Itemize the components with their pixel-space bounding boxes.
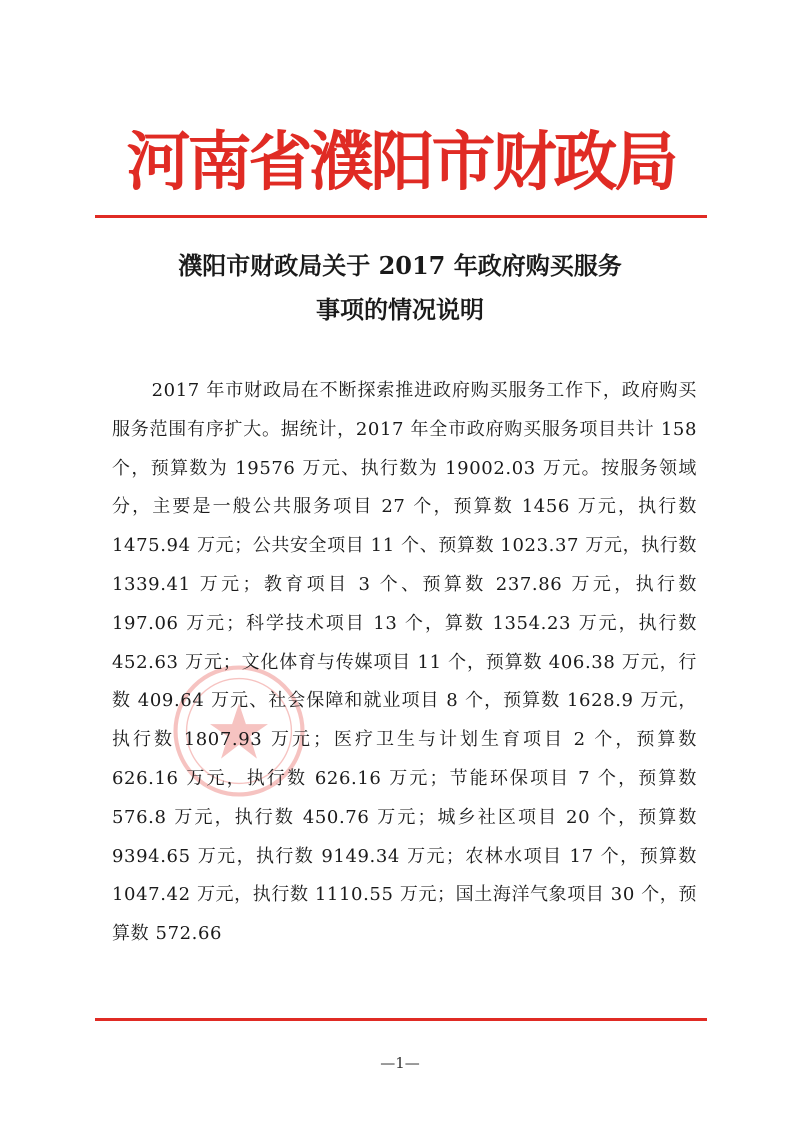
document-title-line-2: 事项的情况说明 — [316, 295, 484, 324]
document-title-line-1: 濮阳市财政局关于 2017 年政府购买服务 — [178, 251, 622, 280]
document-title — [100, 244, 700, 332]
document-body: 2017 年市财政局在不断探索推进政府购买服务工作下，政府购买服务范围有序扩大。据统计，2017 年全市政府购买服务项目共计 158 个，预算数为 19576 万元、执行数为 19002.03 万元。按服务领域分，主要是一般公共服务项目 27 个，预算数 1456 万元，执行数 1475.94 万元；公共安全项目 11 个、预算数 1023.37 万元，执行数 1339.41 万元；教育项目 3 个、预算数 237.86 万元，执行数 197.06 万元；科学技术项目 13 个，算数 1354.23 万元，执行数 452.63 万元；文化体育与传媒项目 11 个，预算数 406.38 万元，行数 409.64 万元、社会保障和就业项目 8 个，预算数 1628.9 万元，执行数 1807.93 万元；医疗卫生与计划生育项目 2 个，预算数 626.16 万元，执行数 626.16 万元；节能环保项目 7 个，预算数 576.8 万元，执行数 450.76 万元；城乡社区项目 20 个，预算数 9394.65 万元，执行数 9149.34 万元；农林水项目 17 个，预算数 1047.42 万元，执行数 1110.55 万元；国土海洋气象项目 30 个，预算数 572.66 — [112, 380, 697, 945]
footer-divider — [95, 1018, 707, 1021]
letterhead-divider — [95, 215, 707, 218]
letterhead-title: 河南省濮阳市财政局 — [126, 126, 676, 200]
page-number: —1— — [380, 1054, 420, 1072]
